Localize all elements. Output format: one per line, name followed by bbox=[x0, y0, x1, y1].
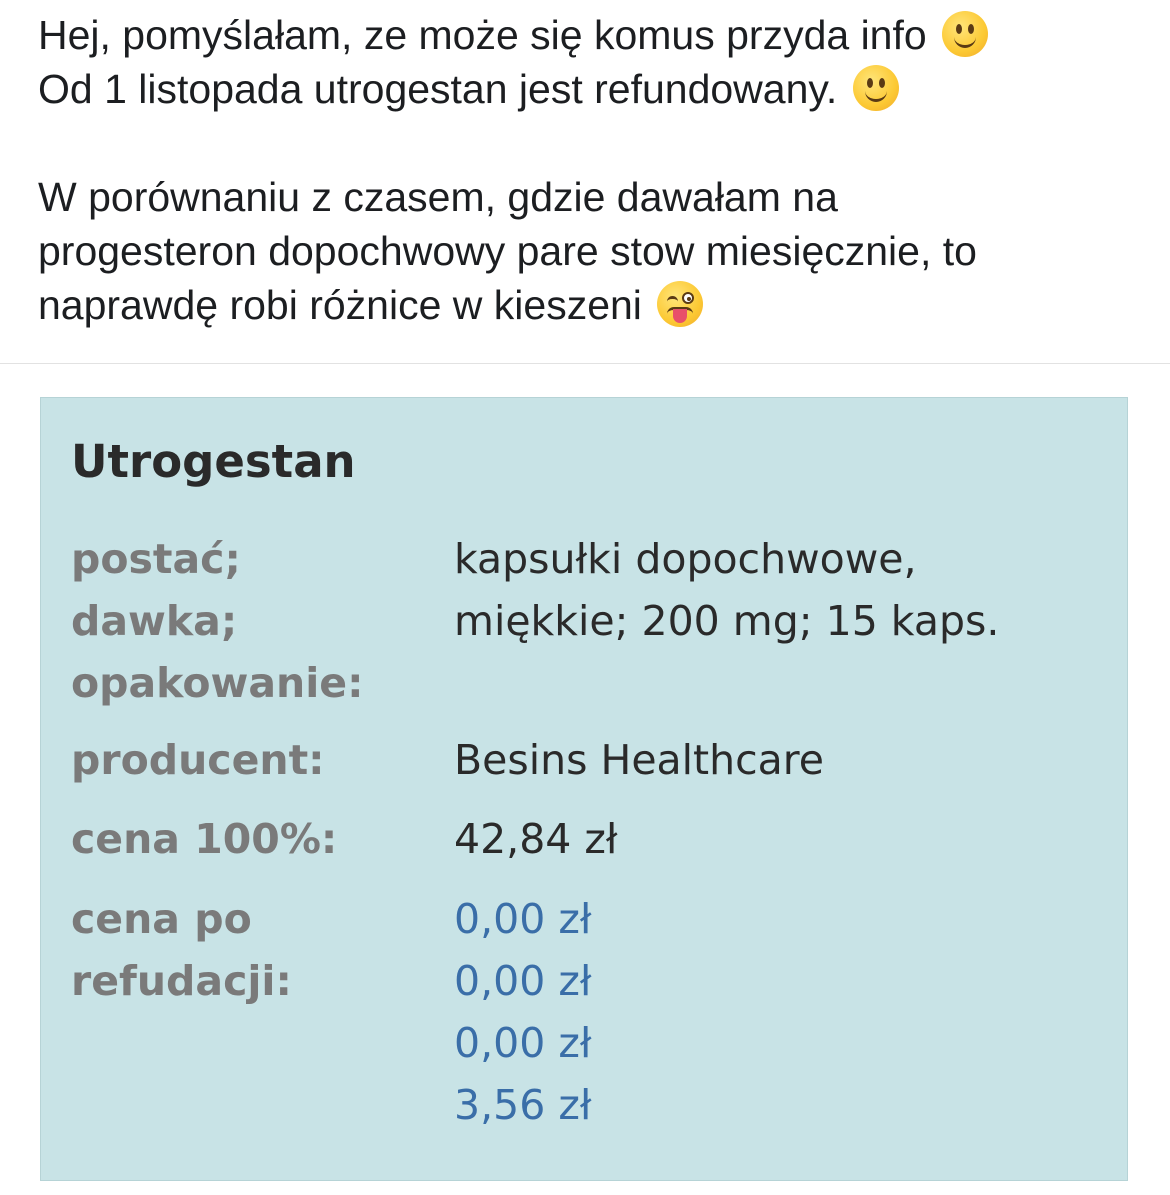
price-refund-label bbox=[71, 888, 441, 1012]
post-line-1-text: Hej, pomyślałam, ze może się komus przyda info bbox=[38, 12, 927, 58]
slightly-smiling-face-icon bbox=[942, 11, 988, 57]
price-refund-values bbox=[454, 888, 1114, 1136]
drug-name-title: Utrogestan bbox=[71, 435, 356, 488]
package-label: opakowanie: bbox=[71, 659, 364, 707]
drug-info-card bbox=[40, 397, 1128, 1181]
price-full-value: 42,84 zł bbox=[454, 815, 618, 863]
post-line: progesteron dopochwowy pare stow miesięcznie, to bbox=[38, 228, 977, 274]
price-full-label: cena 100%: bbox=[71, 815, 338, 863]
post-line bbox=[38, 62, 1158, 116]
form-dose-package-value bbox=[454, 528, 1114, 652]
price-refund-label-line-2: refudacji: bbox=[71, 957, 292, 1005]
producer-value: Besins Healthcare bbox=[454, 736, 824, 784]
post-line: W porównaniu z czasem, gdzie dawałam na bbox=[38, 174, 838, 220]
price-refund-value: 0,00 zł bbox=[454, 1019, 592, 1067]
price-refund-value: 0,00 zł bbox=[454, 957, 592, 1005]
form-value-line-1: kapsułki dopochwowe, bbox=[454, 535, 917, 583]
post-line-5-text: naprawdę robi różnice w kieszeni bbox=[38, 282, 642, 328]
price-refund-label-line-1: cena po bbox=[71, 895, 252, 943]
divider bbox=[0, 363, 1170, 364]
dose-label: dawka; bbox=[71, 597, 238, 645]
post-line bbox=[38, 8, 1158, 62]
form-dose-package-label bbox=[71, 528, 441, 714]
producer-label: producent: bbox=[71, 736, 325, 784]
price-refund-value: 3,56 zł bbox=[454, 1081, 592, 1129]
slightly-smiling-face-icon bbox=[853, 65, 899, 111]
form-label: postać; bbox=[71, 535, 241, 583]
winking-face-with-tongue-icon bbox=[657, 281, 703, 327]
price-refund-value: 0,00 zł bbox=[454, 895, 592, 943]
post-line bbox=[38, 278, 1158, 332]
form-value-line-2: miękkie; 200 mg; 15 kaps. bbox=[454, 597, 1000, 645]
post-line-2-text: Od 1 listopada utrogestan jest refundowany. bbox=[38, 66, 838, 112]
post-text bbox=[38, 8, 1158, 332]
